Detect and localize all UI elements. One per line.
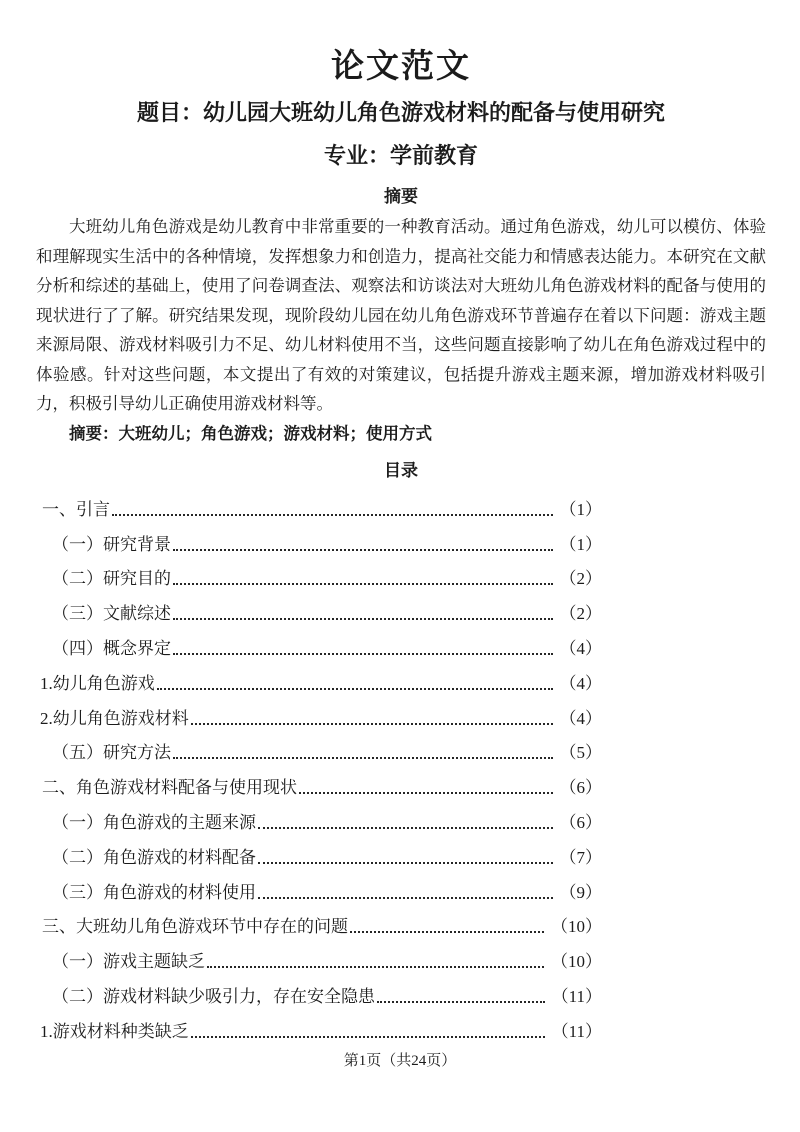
toc-dot-leader [207,966,544,968]
toc-dot-leader [377,1001,545,1003]
toc-entry-label: （二）角色游戏的材料配备 [52,847,256,867]
abstract-paragraph: 大班幼儿角色游戏是幼儿教育中非常重要的一种教育活动。通过角色游戏，幼儿可以模仿、体验和理解现实生活中的各种情境，发挥想象力和创造力，提高社交能力和情感表达能力。本研究在文献分析和综述的基础上，使用了问卷调查法、观察法和访谈法对大班幼儿角色游戏材料的配备与使用的现状进行了了解。研究结果发现，现阶段幼儿园在幼儿角色游戏环节普遍存在着以下问题：游戏主题来源局限、游戏材料吸引力不足、幼儿材料使用不当，这些问题直接影响了幼儿在角色游戏过程中的体验感。针对这些问题，本文提出了有效的对策建议，包括提升游戏主题来源，增加游戏材料吸引力，积极引导幼儿正确使用游戏材料等。 [36,217,766,413]
toc-entry-page: （1） [559,499,602,519]
toc-entry-label: （一）角色游戏的主题来源 [52,812,256,832]
toc-dot-leader [173,757,553,759]
toc-entry-label: 1.游戏材料种类缺乏 [40,1021,189,1041]
toc-entry-page: （10） [551,917,602,937]
toc-entry-label: 二、角色游戏材料配备与使用现状 [42,778,297,798]
toc-dot-leader [112,514,553,516]
toc-entry-page: （2） [559,604,602,624]
toc-entry-page: （2） [559,569,602,589]
toc-entry [36,972,602,1007]
toc-dot-leader [173,618,553,620]
toc-entry-page: （7） [559,847,602,867]
toc-entry [36,624,602,659]
toc-dot-leader [157,688,553,690]
toc-entry [36,555,602,590]
toc-entry [36,729,602,764]
toc-entry [36,903,602,938]
toc-entry [36,868,602,903]
toc-entry-page: （4） [559,708,602,728]
toc-entry-page: （6） [559,778,602,798]
toc-dot-leader [173,549,553,551]
toc-entry-page: （6） [559,812,602,832]
toc-entry-page: （1） [559,534,602,554]
toc-entry-label: （一）游戏主题缺乏 [52,952,205,972]
toc-entry-label: （三）文献综述 [52,604,171,624]
toc-entry-label: （五）研究方法 [52,743,171,763]
abstract-heading: 摘要 [384,187,418,206]
document-title: 论文范文 [331,49,471,85]
toc-entry [36,520,602,555]
thesis-topic-line: 题目：幼儿园大班幼儿角色游戏材料的配备与使用研究 [136,100,665,125]
toc-entry [36,589,602,624]
toc-dot-leader [173,653,553,655]
toc-dot-leader [299,792,553,794]
toc-dot-leader [258,862,553,864]
toc-entry-page: （4） [559,673,602,693]
toc-entry-label: 一、引言 [42,499,110,519]
toc-entry [36,937,602,972]
toc-entry-label: （一）研究背景 [52,534,171,554]
toc-dot-leader [350,931,544,933]
toc-entry-label: （三）角色游戏的材料使用 [52,882,256,902]
toc-dot-leader [173,583,553,585]
toc-entry [36,1007,602,1042]
toc-entry-label: （二）游戏材料缺少吸引力，存在安全隐患 [52,986,375,1006]
toc-entry-label: 2.幼儿角色游戏材料 [40,708,189,728]
toc-list [36,485,602,1042]
toc-entry [36,798,602,833]
keywords-line: 摘要：大班幼儿；角色游戏；游戏材料；使用方式 [69,423,432,443]
toc-dot-leader [191,1036,545,1038]
major-line: 专业：学前教育 [323,143,478,168]
toc-entry-label: （二）研究目的 [52,569,171,589]
toc-dot-leader [258,897,553,899]
toc-entry-page: （10） [551,952,602,972]
toc-entry [36,833,602,868]
toc-entry-label: 1.幼儿角色游戏 [40,673,155,693]
toc-entry-page: （11） [551,986,602,1006]
toc-entry-label: （四）概念界定 [52,638,171,658]
toc-entry [36,694,602,729]
toc-entry-page: （5） [559,743,602,763]
toc-entry-page: （4） [559,638,602,658]
page-number-footer: 第1页（共24页） [343,1052,457,1069]
toc-entry-page: （11） [551,1021,602,1041]
toc-entry [36,485,602,520]
toc-heading: 目录 [384,461,418,480]
toc-entry-label: 三、大班幼儿角色游戏环节中存在的问题 [42,917,348,937]
toc-dot-leader [191,723,553,725]
toc-entry [36,763,602,798]
toc-entry [36,659,602,694]
toc-entry-page: （9） [559,882,602,902]
toc-dot-leader [258,827,553,829]
